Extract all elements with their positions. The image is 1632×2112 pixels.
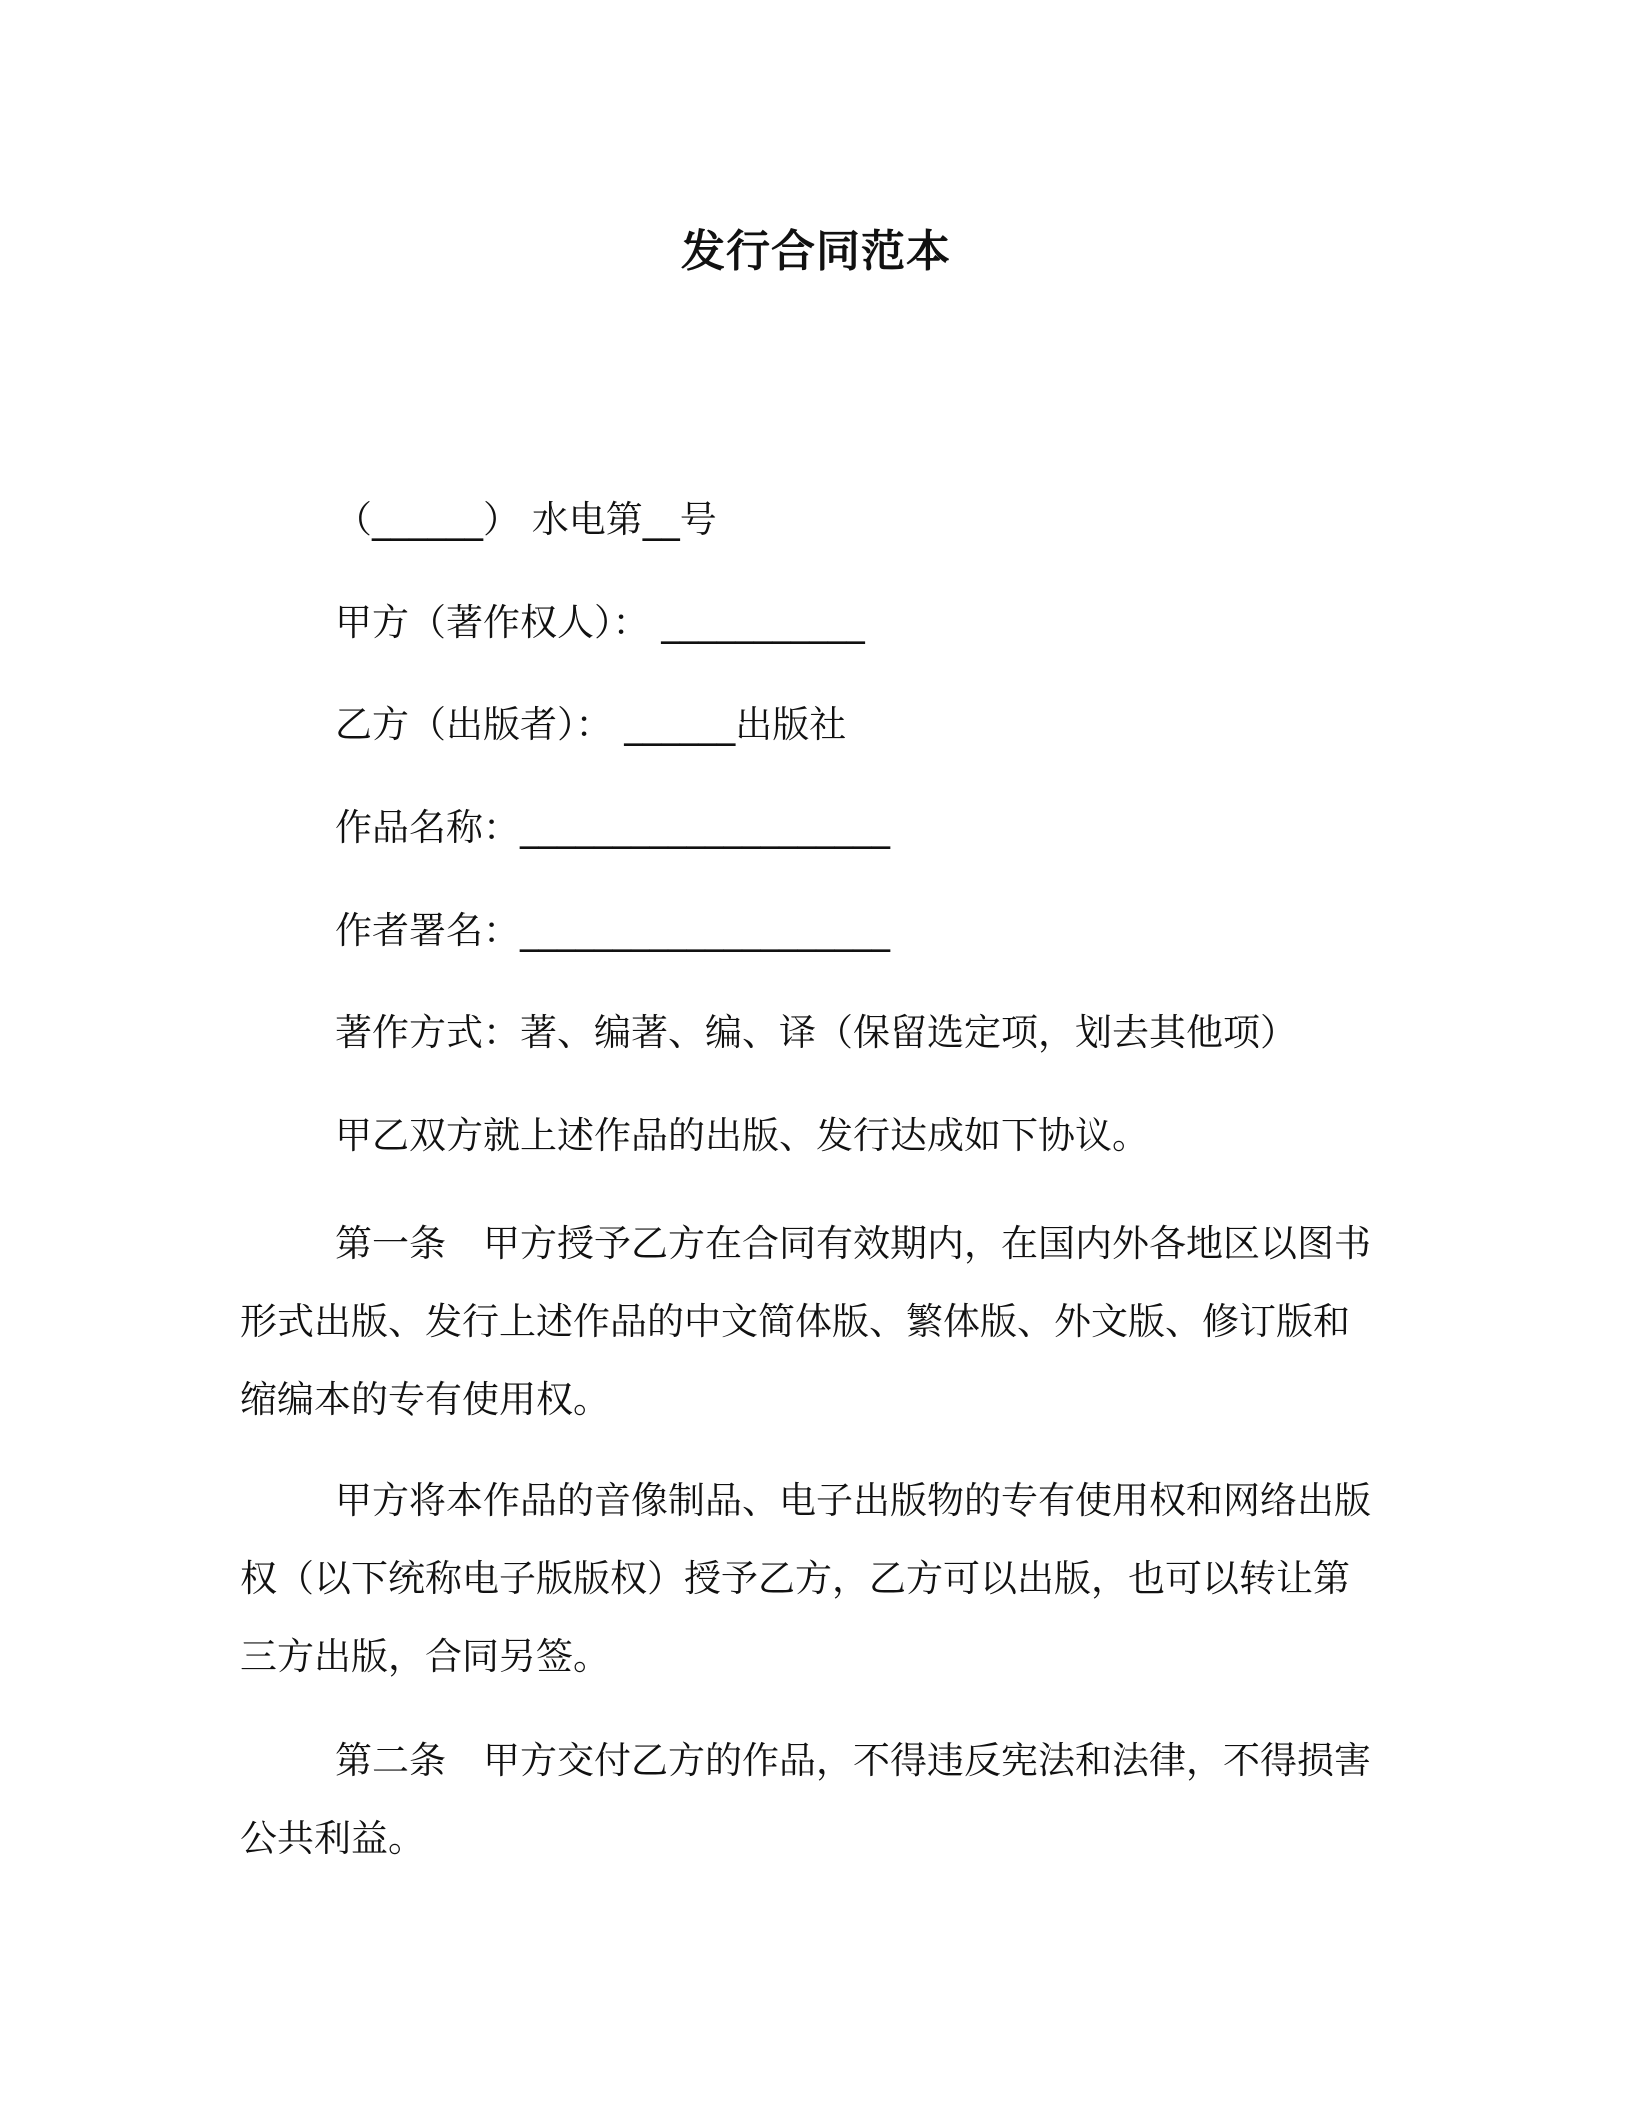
document-title: 发行合同范本: [681, 226, 951, 277]
party-a-line: 甲方（著作权人）： ___________: [335, 601, 865, 644]
article-1-paragraph-1: 第一条 甲方授予乙方在合同有效期内，在国内外各地区以图书形式出版、发行上述作品的中文简体版、繁体版、外文版、修订版和缩编本的专有使用权。: [240, 1222, 1371, 1421]
author-name-line: 作者署名：____________________: [335, 909, 890, 952]
article-2-paragraph: 第二条 甲方交付乙方的作品，不得违反宪法和法律，不得损害公共利益。: [240, 1739, 1371, 1860]
work-name-line: 作品名称：____________________: [335, 806, 890, 849]
party-b-line: 乙方（出版者）： ______出版社: [335, 703, 847, 746]
article-1-paragraph-2: 甲方将本作品的音像制品、电子出版物的专有使用权和网络出版权（以下统称电子版版权）授予乙方，乙方可以出版，也可以转让第三方出版，合同另签。: [240, 1479, 1371, 1678]
authorship-line: 著作方式：著、编著、编、译（保留选定项，划去其他项）: [335, 1011, 1297, 1054]
agreement-statement: 甲乙双方就上述作品的出版、发行达成如下协议。: [335, 1114, 1149, 1157]
contract-number: （______） 水电第__号: [335, 498, 717, 541]
